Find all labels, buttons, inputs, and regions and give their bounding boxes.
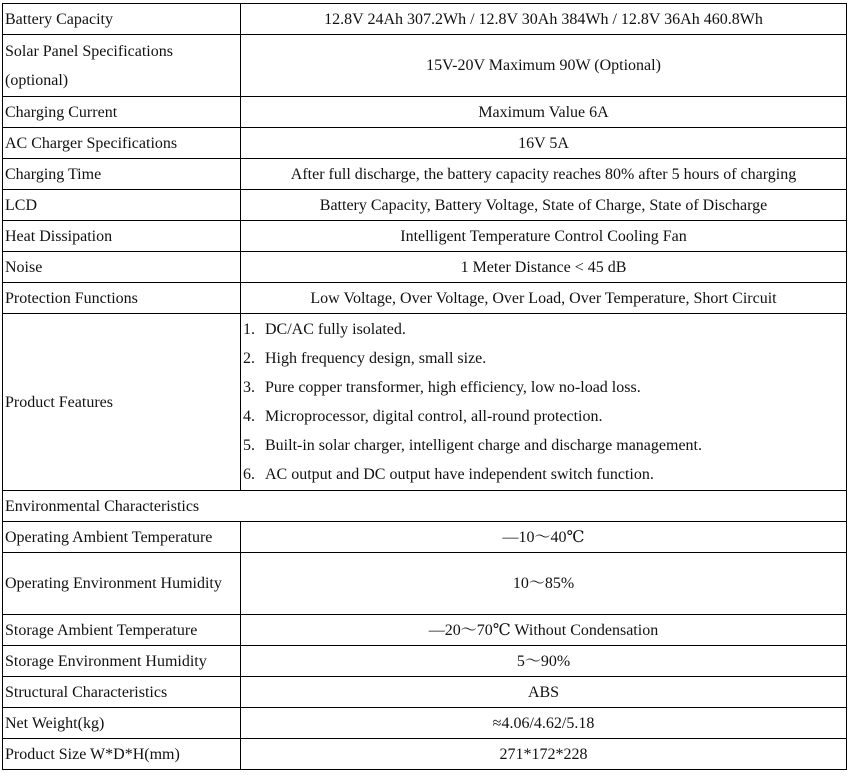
row-label: Product Size W*D*H(mm) xyxy=(3,739,241,770)
table-row xyxy=(3,35,847,97)
table-row xyxy=(3,708,847,739)
row-label: Operating Environment Humidity xyxy=(3,553,241,615)
table-row xyxy=(3,97,847,128)
row-label: Structural Characteristics xyxy=(3,677,241,708)
list-number: 2. xyxy=(243,350,255,367)
row-value: —10～40℃ xyxy=(241,522,847,553)
features-list xyxy=(241,314,847,491)
row-label: Operating Ambient Temperature xyxy=(3,522,241,553)
section-heading-row xyxy=(3,491,847,522)
list-item xyxy=(243,344,844,373)
row-label: Net Weight(kg) xyxy=(3,708,241,739)
row-value: ≈4.06/4.62/5.18 xyxy=(241,708,847,739)
list-item xyxy=(243,315,844,344)
table-row xyxy=(3,677,847,708)
row-label: Noise xyxy=(3,252,241,283)
row-value: Low Voltage, Over Voltage, Over Load, Over Temperature, Short Circuit xyxy=(241,283,847,314)
list-number: 4. xyxy=(243,408,255,425)
row-value: Maximum Value 6A xyxy=(241,97,847,128)
table-row xyxy=(3,159,847,190)
list-text: AC output and DC output have independent switch function. xyxy=(265,466,654,483)
table-row xyxy=(3,739,847,770)
list-item xyxy=(243,402,844,431)
row-label: Heat Dissipation xyxy=(3,221,241,252)
row-label: Charging Time xyxy=(3,159,241,190)
row-label: LCD xyxy=(3,190,241,221)
row-value: 271*172*228 xyxy=(241,739,847,770)
specifications-table xyxy=(2,3,847,770)
table-row xyxy=(3,553,847,615)
row-value: 10～85% xyxy=(241,553,847,615)
table-row xyxy=(3,4,847,35)
product-features-row xyxy=(3,314,847,491)
row-value: After full discharge, the battery capacity reaches 80% after 5 hours of charging xyxy=(241,159,847,190)
row-value: Intelligent Temperature Control Cooling Fan xyxy=(241,221,847,252)
row-value: 1 Meter Distance < 45 dB xyxy=(241,252,847,283)
list-item xyxy=(243,373,844,402)
table-row xyxy=(3,221,847,252)
table-row xyxy=(3,190,847,221)
row-label: Protection Functions xyxy=(3,283,241,314)
section-heading: Environmental Characteristics xyxy=(3,491,847,522)
table-row xyxy=(3,128,847,159)
table-row xyxy=(3,522,847,553)
list-number: 1. xyxy=(243,321,255,338)
list-number: 6. xyxy=(243,466,255,483)
list-text: Pure copper transformer, high efficiency, low no-load loss. xyxy=(265,379,641,396)
list-item xyxy=(243,460,844,489)
list-text: DC/AC fully isolated. xyxy=(265,321,406,338)
table-row xyxy=(3,252,847,283)
list-text: High frequency design, small size. xyxy=(265,350,487,367)
row-label: Product Features xyxy=(3,314,241,491)
row-value: 12.8V 24Ah 307.2Wh / 12.8V 30Ah 384Wh / 12.8V 36Ah 460.8Wh xyxy=(241,4,847,35)
row-label: Solar Panel Specifications (optional) xyxy=(3,35,241,97)
list-number: 5. xyxy=(243,437,255,454)
list-item xyxy=(243,431,844,460)
row-value: Battery Capacity, Battery Voltage, State of Charge, State of Discharge xyxy=(241,190,847,221)
row-label: Storage Ambient Temperature xyxy=(3,615,241,646)
row-value: ABS xyxy=(241,677,847,708)
row-value: 16V 5A xyxy=(241,128,847,159)
row-value: 15V-20V Maximum 90W (Optional) xyxy=(241,35,847,97)
table-row xyxy=(3,646,847,677)
row-value: 5～90% xyxy=(241,646,847,677)
row-label: AC Charger Specifications xyxy=(3,128,241,159)
row-label: Battery Capacity xyxy=(3,4,241,35)
list-number: 3. xyxy=(243,379,255,396)
list-text: Built-in solar charger, intelligent charge and discharge management. xyxy=(265,437,702,454)
row-label: Storage Environment Humidity xyxy=(3,646,241,677)
table-row xyxy=(3,615,847,646)
row-value: —20～70℃ Without Condensation xyxy=(241,615,847,646)
list-text: Microprocessor, digital control, all-round protection. xyxy=(265,408,603,425)
row-label: Charging Current xyxy=(3,97,241,128)
table-row xyxy=(3,283,847,314)
